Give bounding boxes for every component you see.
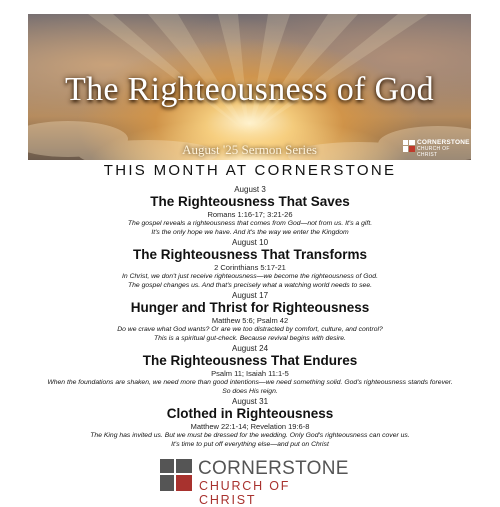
sermon-description-line: It's the only hope we have. And it's the way we enter the Kingdom (151, 229, 349, 236)
sermon-reference: Psalm 11; Isaiah 11:1-5 (211, 369, 289, 378)
banner-logo-line1: CORNERSTONE (417, 139, 470, 146)
sermon-date: August 17 (231, 291, 269, 300)
sermon-description-line: When the foundations are shaken, we need more than good intentions—we need something solid. God's righteousness stands forever. (47, 379, 453, 386)
logo-tagline: CHURCH OF CHRIST (199, 479, 291, 507)
sermon-reference: Matthew 5:6; Psalm 42 (211, 316, 289, 325)
sermon-title: Clothed in Righteousness (166, 406, 334, 421)
sermon-description-line: This is a spiritual gut-check. Because revival begins with desire. (154, 335, 346, 342)
sermon-description-line: Do we crave what God wants? Or are we too distracted by comfort, culture, and control? (117, 326, 383, 333)
sermon-title: The Righteousness That Transforms (132, 247, 368, 262)
sermon-reference: Romans 1:16-17; 3:21-26 (207, 210, 293, 219)
hero-banner (28, 14, 471, 160)
cornerstone-logo (160, 457, 350, 507)
sermon-description-line: It's time to put off everything else—and put on Christ (171, 441, 329, 448)
sermon-description-line: The gospel reveals a righteousness that comes from God—not from us. It's a gift. (127, 220, 373, 227)
sermon-date: August 10 (231, 238, 269, 247)
sermon-date: August 31 (231, 397, 269, 406)
sermon-title: The Righteousness That Endures (142, 353, 358, 368)
sermon-date: August 3 (234, 185, 266, 194)
cornerstone-blocks-icon (160, 459, 192, 491)
sermon-description-line: So does His reign. (222, 388, 278, 395)
sermon-reference: Matthew 22:1-14; Revelation 19:6-8 (190, 422, 310, 431)
sermon-description-line: The gospel changes us. And that's precisely what a watching world needs to see. (128, 282, 372, 289)
page-heading: THIS MONTH AT CORNERSTONE (103, 162, 397, 179)
logo-name: CORNERSTONE (198, 458, 349, 479)
sermon-description-line: The King has invited us. But we must be dressed for the wedding. Only God's righteousness can cover us. (90, 432, 410, 439)
banner-title: The Righteousness of God (65, 71, 434, 108)
cornerstone-mark-icon (403, 140, 415, 152)
sermon-date: August 24 (231, 344, 269, 353)
banner-logo (403, 139, 470, 158)
sermon-title: The Righteousness That Saves (150, 194, 350, 209)
sermon-description-line: In Christ, we don't just receive righteousness—we become the righteousness of God. (122, 273, 378, 280)
sermon-reference: 2 Corinthians 5:17-21 (214, 263, 286, 272)
sermon-title: Hunger and Thrist for Righteousness (130, 300, 370, 315)
banner-logo-line2: CHURCH OF CHRIST (417, 146, 450, 158)
banner-subtitle: August '25 Sermon Series (182, 142, 317, 157)
